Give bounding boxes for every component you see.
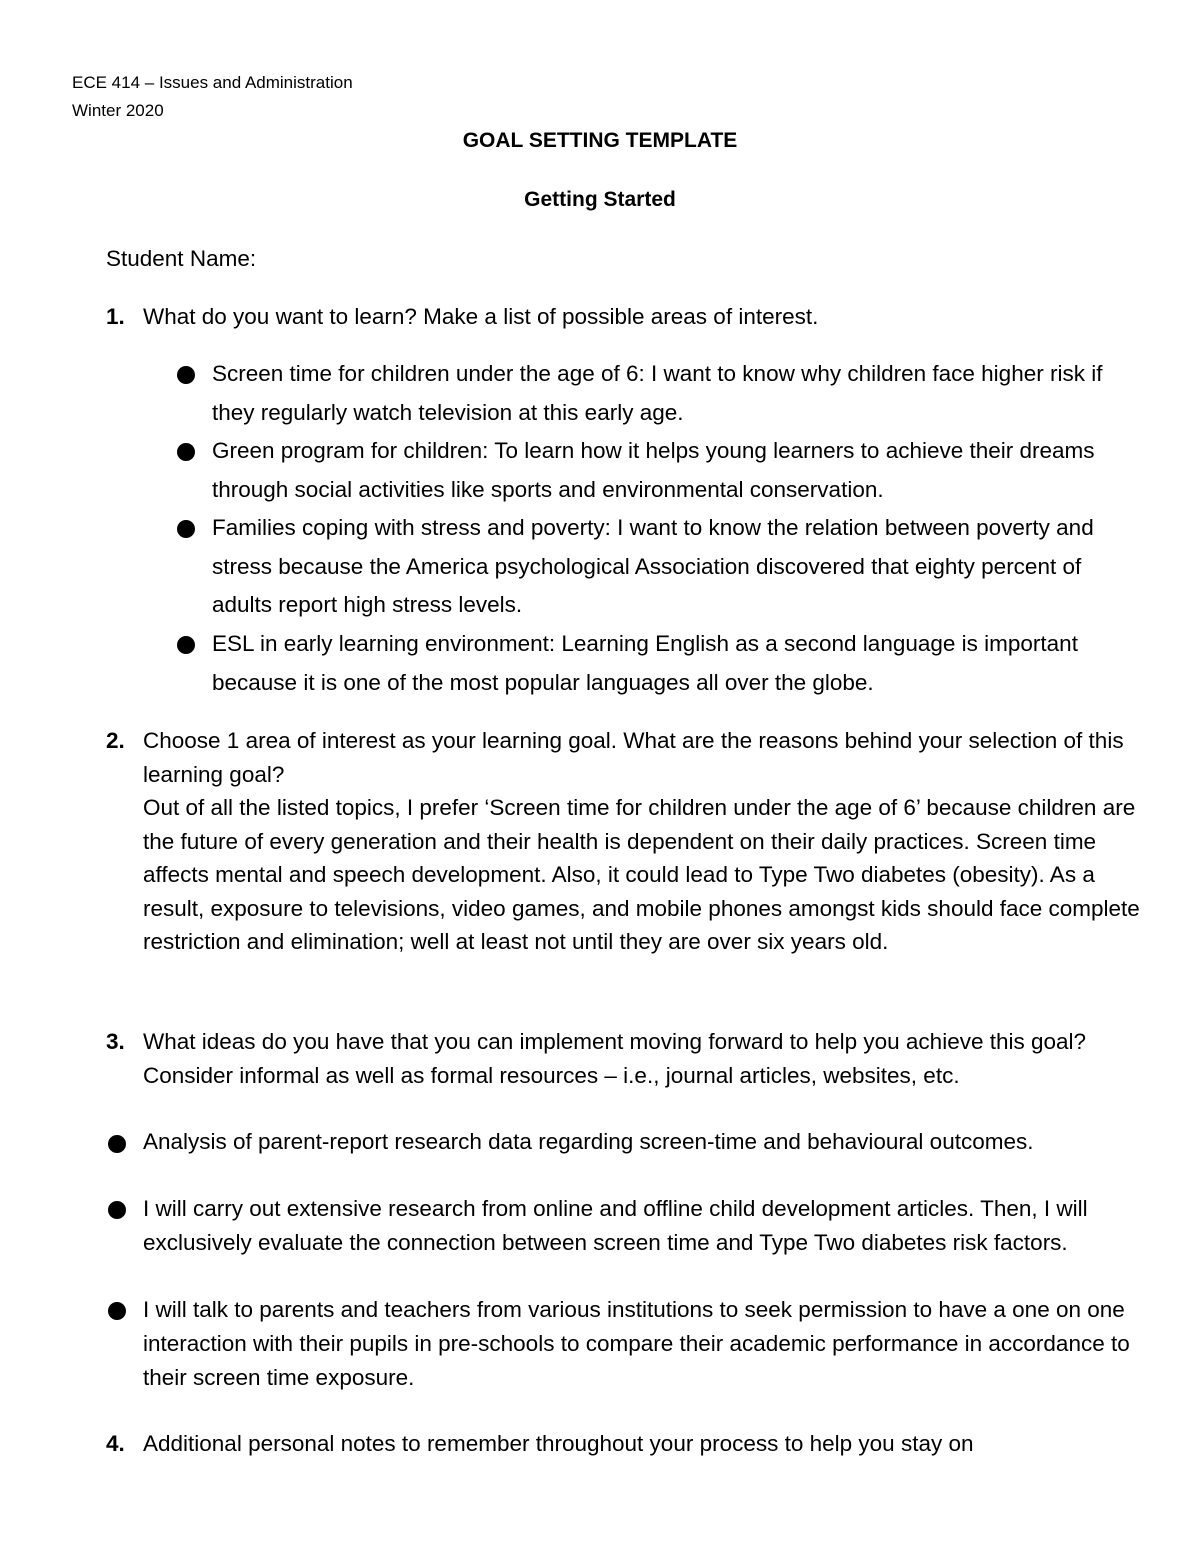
bullet-icon bbox=[177, 366, 195, 384]
list-item: ESL in early learning environment: Learning English as a second language is important because it is one of the most popular languages all over the globe. bbox=[212, 631, 1078, 695]
question-number: 3. bbox=[106, 1029, 125, 1054]
bullet-icon bbox=[177, 636, 195, 654]
list-item: Green program for children: To learn how it helps young learners to achieve their dreams through social activities like sports and environmental conservation. bbox=[212, 438, 1095, 502]
list-item: Screen time for children under the age of 6: I want to know why children face higher risk if they regularly watch television at this early age. bbox=[212, 361, 1103, 425]
question-number: 1. bbox=[106, 304, 125, 329]
list-item: Families coping with stress and poverty: I want to know the relation between poverty and stress because the America psychological Association discovered that eighty percent of adults report high stress levels. bbox=[212, 515, 1094, 617]
bullet-icon bbox=[108, 1135, 126, 1153]
list-item: Analysis of parent-report research data regarding screen-time and behavioural outcomes. bbox=[143, 1129, 1034, 1154]
question-number: 2. bbox=[106, 728, 125, 753]
document-subtitle: Getting Started bbox=[524, 188, 676, 211]
bullet-icon bbox=[177, 443, 195, 461]
term-header: Winter 2020 bbox=[72, 101, 164, 120]
question-prompt: What do you want to learn? Make a list of possible areas of interest. bbox=[143, 304, 819, 329]
question-prompt: What ideas do you have that you can implement moving forward to help you achieve this goal? Consider informal as well as formal resources – i.e., journal articles, websites, etc. bbox=[143, 1029, 1087, 1088]
student-name-label: Student Name: bbox=[106, 246, 257, 271]
bullet-icon bbox=[108, 1302, 126, 1320]
question-answer: Out of all the listed topics, I prefer ‘Screen time for children under the age of 6’ because children are the future of every generation and their health is dependent on their daily practices. Screen time affects mental and speech development. Also, it could lead to Type Two diabetes (obesity). As a result, exposure to televisions, video games, and mobile phones amongst kids should face complete restriction and elimination; well at least not until they are over six years old. bbox=[143, 795, 1140, 954]
question-prompt: Choose 1 area of interest as your learning goal. What are the reasons behind your selection of this learning goal? bbox=[143, 728, 1124, 787]
list-item: I will carry out extensive research from online and offline child development articles. Then, I will exclusively evaluate the connection between screen time and Type Two diabetes risk factors. bbox=[143, 1196, 1088, 1255]
bullet-icon bbox=[177, 520, 195, 538]
bullet-icon bbox=[108, 1201, 126, 1219]
document-title: GOAL SETTING TEMPLATE bbox=[462, 129, 738, 152]
question-prompt: Additional personal notes to remember throughout your process to help you stay on bbox=[143, 1431, 974, 1456]
course-header: ECE 414 – Issues and Administration bbox=[72, 73, 353, 92]
question-number: 4. bbox=[106, 1431, 125, 1456]
list-item: I will talk to parents and teachers from various institutions to seek permission to have a one on one interaction with their pupils in pre-schools to compare their academic performance in accordance to their screen time exposure. bbox=[143, 1297, 1130, 1390]
